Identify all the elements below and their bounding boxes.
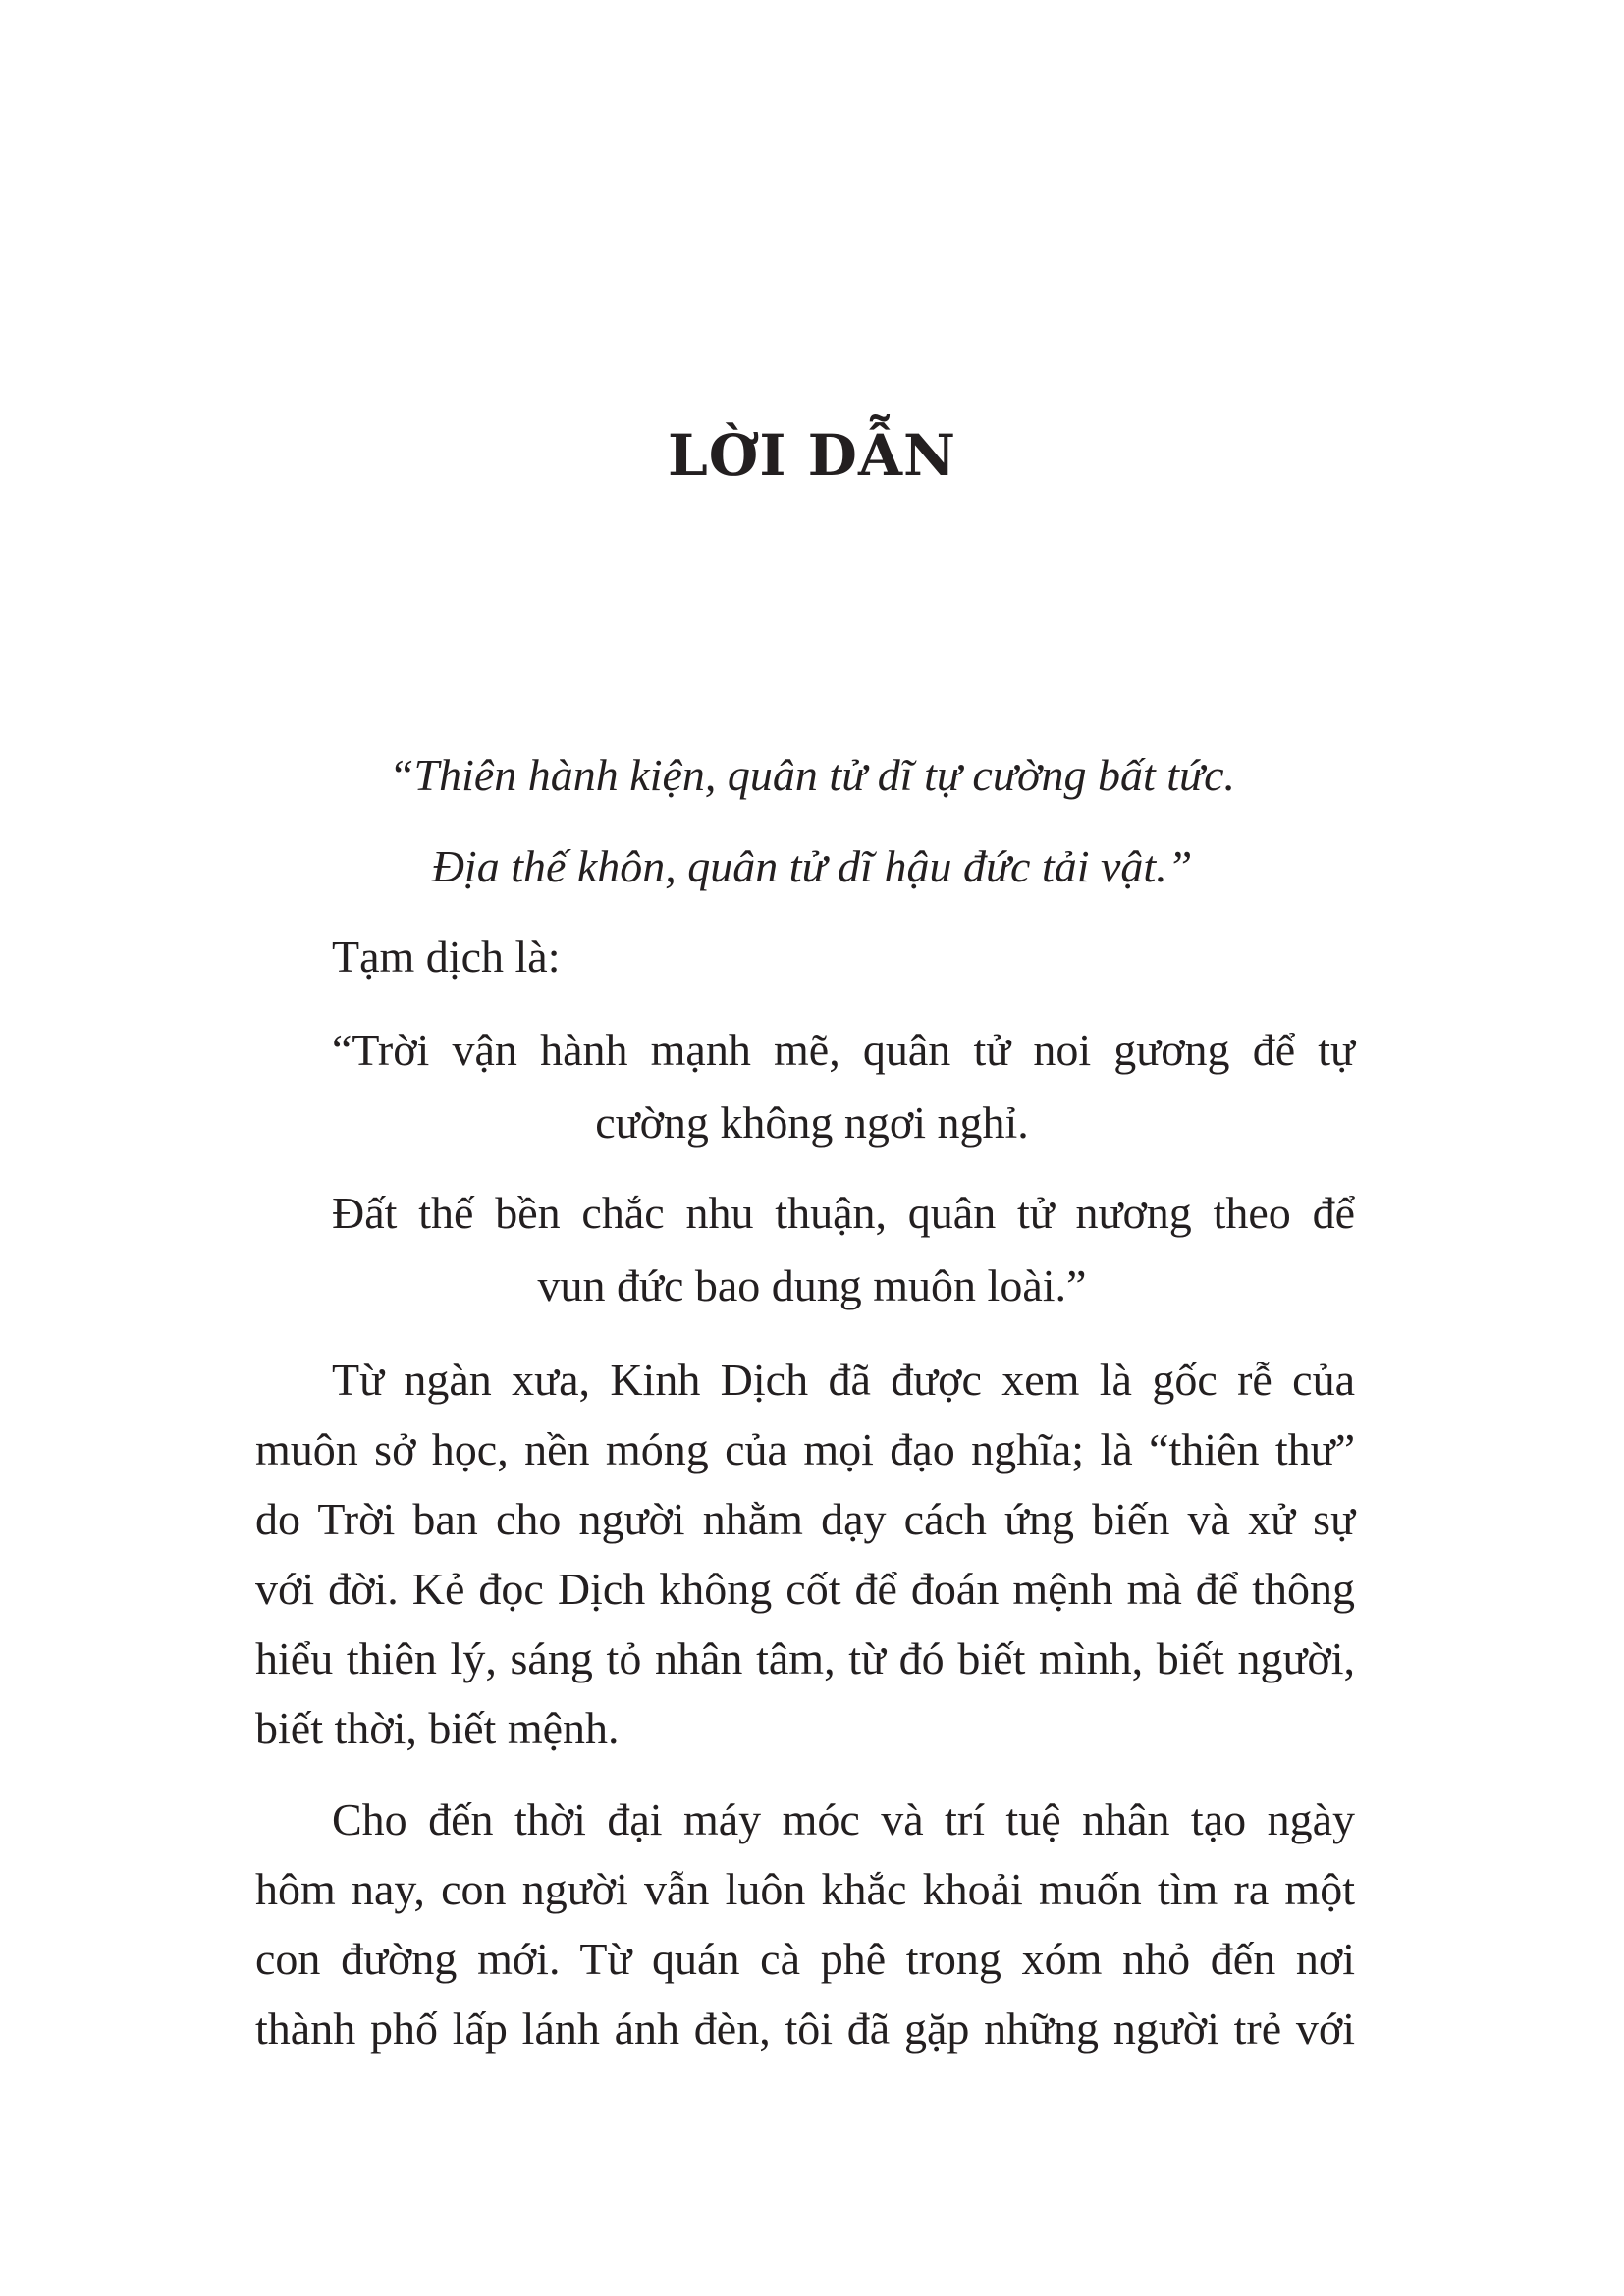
paragraph2-line-4: thành phố lấp lánh ánh đèn, tôi đã gặp những người trẻ với bbox=[255, 2003, 1355, 2054]
paragraph2-line-3: con đường mới. Từ quán cà phê trong xóm nhỏ đến nơi bbox=[255, 1934, 1355, 1984]
chapter-title: LỜI DẪN bbox=[668, 422, 956, 489]
paragraph1-line-6: biết thời, biết mệnh. bbox=[255, 1703, 620, 1753]
epigraph-line-1: “Thiên hành kiện, quân tử dĩ tự cường bất tức. bbox=[388, 750, 1236, 800]
translation-line-3: Đất thế bền chắc nhu thuận, quân tử nương theo để bbox=[332, 1188, 1355, 1238]
translation-line-2: cường không ngơi nghỉ. bbox=[595, 1097, 1029, 1148]
epigraph-line-2: Địa thế khôn, quân tử dĩ hậu đức tải vật.” bbox=[431, 841, 1193, 891]
paragraph2-line-1: Cho đến thời đại máy móc và trí tuệ nhân tạo ngày bbox=[332, 1794, 1355, 1844]
translation-intro: Tạm dịch là: bbox=[332, 932, 561, 982]
paragraph1-line-5: hiểu thiên lý, sáng tỏ nhân tâm, từ đó biết mình, biết người, bbox=[255, 1633, 1355, 1683]
paragraph2-line-2: hôm nay, con người vẫn luôn khắc khoải muốn tìm ra một bbox=[255, 1864, 1355, 1914]
paragraph1-line-4: với đời. Kẻ đọc Dịch không cốt để đoán mệnh mà để thông bbox=[255, 1564, 1355, 1614]
translation-line-4: vun đức bao dung muôn loài.” bbox=[537, 1260, 1087, 1310]
paragraph1-line-3: do Trời ban cho người nhằm dạy cách ứng biến và xử sự bbox=[255, 1494, 1355, 1544]
translation-line-1: “Trời vận hành mạnh mẽ, quân tử noi gương để tự bbox=[332, 1025, 1355, 1075]
paragraph1-line-2: muôn sở học, nền móng của mọi đạo nghĩa; là “thiên thư” bbox=[255, 1424, 1355, 1474]
paragraph1-line-1: Từ ngàn xưa, Kinh Dịch đã được xem là gốc rễ của bbox=[332, 1355, 1355, 1405]
